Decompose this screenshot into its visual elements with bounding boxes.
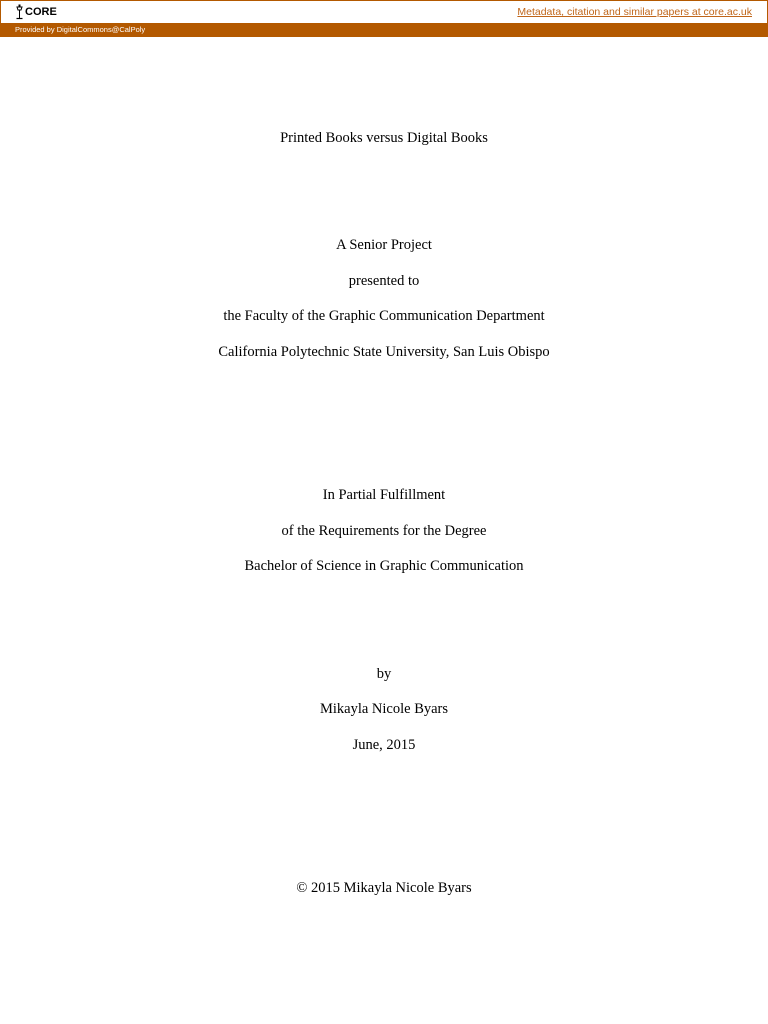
provided-by-text[interactable]: Provided by DigitalCommons@CalPoly [15,25,146,34]
presented-to: presented to [348,273,420,289]
core-logo[interactable] [15,3,57,21]
author-name: Mikayla Nicole Byars [319,701,449,717]
copyright-notice: © 2015 Mikayla Nicole Byars [296,880,472,896]
degree-name: Bachelor of Science in Graphic Communication [244,558,524,574]
provided-by-bar [0,23,768,37]
university-name: California Polytechnic State University, San Luis Obispo [218,344,550,360]
submission-date: June, 2015 [352,737,416,753]
core-header-bar [0,0,768,23]
requirements-line: of the Requirements for the Degree [281,523,487,539]
fulfillment-line: In Partial Fulfillment [322,487,446,503]
core-logo-text: CORE [25,6,57,18]
faculty-department: the Faculty of the Graphic Communication Department [223,308,545,324]
metadata-link[interactable]: Metadata, citation and similar papers at core.ac.uk [517,6,752,18]
document-title: Printed Books versus Digital Books [280,130,488,146]
by-line: by [376,666,392,682]
project-type: A Senior Project [336,237,432,253]
core-lamp-icon [15,4,24,21]
